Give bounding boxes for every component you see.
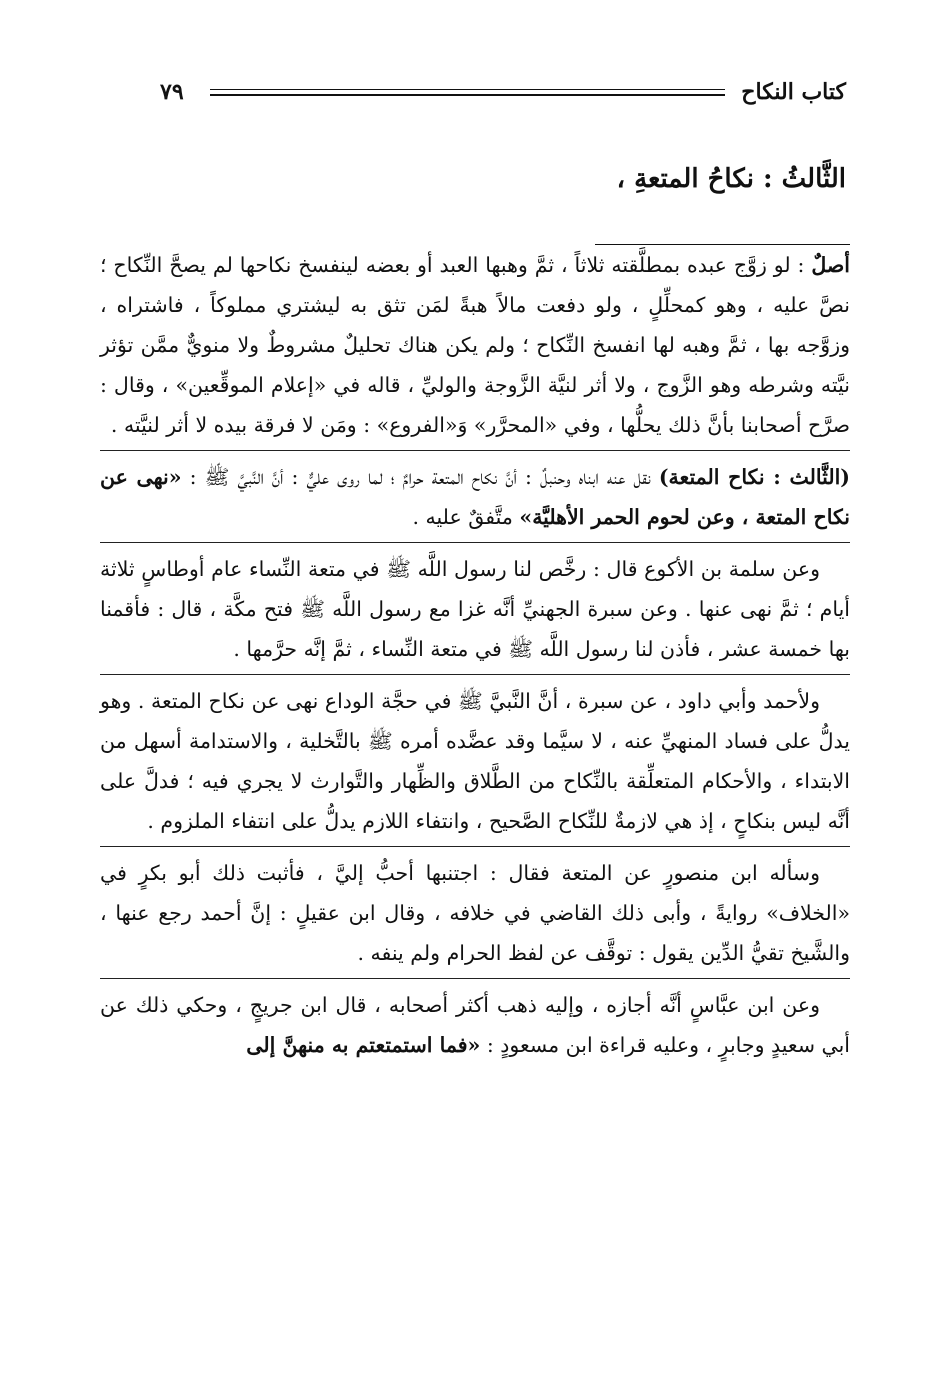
section-heading: الثَّالثُ : نكاحُ المتعةِ ،: [616, 164, 846, 194]
paragraph-mutah: [100, 457, 850, 537]
paragraph-divider: [100, 674, 850, 675]
paragraph-text: وعن ابن عبَّاسٍ أنَّه أجازه ، وإليه ذهب أكثر أصحابه ، قال ابن جريجٍ ، وحكي ذلك عن أبي سعيدٍ وجابرٍ ، وعليه قراءة ابن مسعودٍ :: [100, 993, 850, 1057]
quran-quote: «فما استمتعتم به منهنَّ إلى: [246, 1033, 481, 1057]
paragraph-text: نقل عنه ابناه وحنبلٌ : أنَّ نكاح المتعة حرامٌ ؛ لما روى عليٌّ : أنَّ النَّبيَّ ﷺ :: [181, 465, 659, 489]
page-number: ٧٩: [160, 79, 184, 105]
paragraph-lead: أصلٌ: [811, 253, 850, 277]
paragraph-text: : لو زوَّج عبده بمطلَّقته ثلاثاً ، ثمَّ وهبها العبد أو بعضه لينفسخ نكاحها لم يصحَّ النِّكاح ؛ نصَّ عليه ، وهو كمحلِّلٍ ، ولو دفعت مالاً هبةً لمَن تثق به ليشتري مملوكاً ، فاشتراه ، وزوَّجه بها ، ثمَّ وهبه لها انفسخ النِّكاح ؛ ولم يكن هناك تحليلٌ مشروطٌ ولا منويٌّ ممَّن تؤثر نيَّته وشرطه وهو الزَّوج ، ولا أثر لنيَّة الزَّوجة والوليِّ ، قاله في «إعلام الموقِّعين» ، وقال : صرَّح أصحابنا بأنَّ ذلك يحلُّها ، وفي «المحرَّر» وَ«الفروع» : ومَن لا فرقة بيده لا أثر لنيَّته .: [100, 253, 850, 437]
paragraph-lead: (الثَّالث : نكاح المتعة): [658, 465, 850, 489]
paragraph-ibn-abbas: [100, 985, 850, 1065]
main-text: [100, 245, 850, 1065]
paragraph-text: وسأله ابن منصورٍ عن المتعة فقال : اجتنبها أحبُّ إليَّ ، فأثبت ذلك أبو بكرٍ في «الخلاف» روايةً ، وأبى ذلك القاضي في خلافه ، وقال ابن عقيلٍ : إنَّ أحمد رجع عنها ، والشَّيخ تقيُّ الدِّين يقول : توقَّف عن لفظ الحرام ولم ينفه .: [100, 861, 850, 965]
hadith-quote: «نهى عن نكاح المتعة ، وعن لحوم الحمر الأهليَّة»: [100, 465, 850, 529]
paragraph-divider: [100, 450, 850, 451]
paragraph-divider: [100, 978, 850, 979]
paragraph-salama: [100, 549, 850, 669]
paragraph-ahmad: [100, 681, 850, 841]
paragraph-text: وعن سلمة بن الأكوع قال : رخَّص لنا رسول اللَّه ﷺ في متعة النِّساء عام أوطاسٍ ثلاثة أيام ؛ ثمَّ نهى عنها . وعن سبرة الجهنيِّ أنَّه غزا مع رسول اللَّه ﷺ فتح مكَّة ، قال : فأقمنا بها خمسة عشر ، فأذن لنا رسول اللَّه ﷺ في متعة النِّساء ، ثمَّ إنَّه حرَّمها .: [100, 557, 850, 661]
paragraph-text: ولأحمد وأبي داود ، عن سبرة ، أنَّ النَّبيَّ ﷺ في حجَّة الوداع نهى عن نكاح المتعة . وهو يدلُّ على فساد المنهيِّ عنه ، لا سيَّما وقد عضَّده أمره ﷺ بالتَّخلية ، والاستدامة أسهل من الابتداء ، والأحكام المتعلِّقة بالنِّكاح من الطَّلاق والظِّهار والتَّوارث لا يجري فيه ؛ فدلَّ على أنَّه ليس بنكاحٍ ، إذ هي لازمةٌ للنِّكاح الصَّحيح ، وانتفاء اللازم يدلُّ على انتفاء الملزوم .: [100, 689, 850, 833]
paragraph-ibn-mansur: [100, 853, 850, 973]
paragraph-asl: [100, 245, 850, 445]
header-rule: [210, 89, 726, 96]
running-header: [160, 74, 846, 110]
book-title: كتاب النكاح: [741, 79, 846, 105]
paragraph-tail: متَّفقٌ عليه .: [412, 505, 520, 529]
paragraph-divider: [100, 542, 850, 543]
paragraph-divider: [100, 846, 850, 847]
